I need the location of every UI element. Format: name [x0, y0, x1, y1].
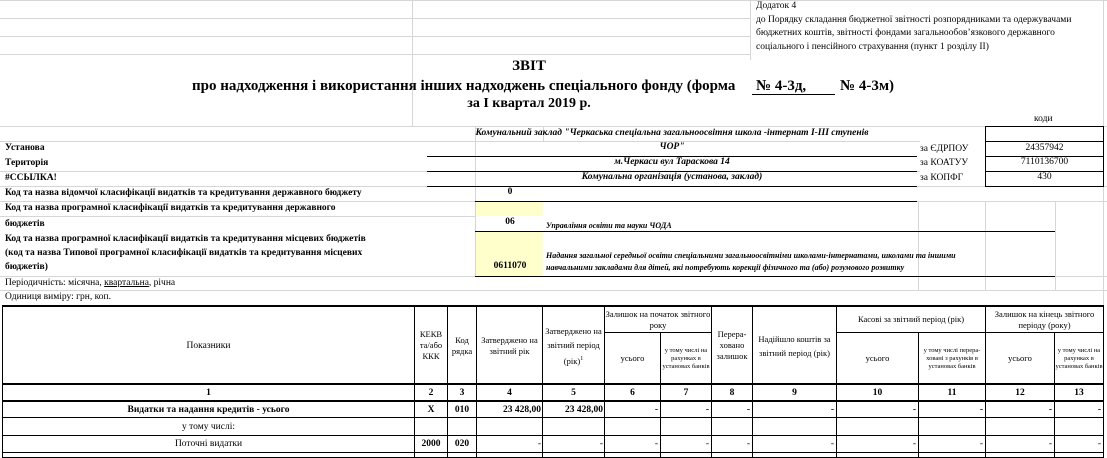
col-number: 13: [1074, 387, 1084, 398]
periodicity-selected: квартальна: [104, 278, 149, 288]
header-balance-end: Залишок на кінець звітного періоду (року): [994, 308, 1095, 330]
dept-class-code: 0: [507, 187, 513, 197]
col-number: 4: [507, 387, 512, 398]
program-local-code: 0611070: [493, 261, 527, 271]
appendix-reference: до Порядку складання бюджетної звітності розпорядниками та одержувачами бюджетних коштів, звітності фондами загальнообов’язкового державного соціального і пенсійного страхування (пункт 1 розділу ІІ): [756, 14, 1072, 52]
row-total-approved-year: 23 428,00: [503, 404, 541, 415]
row-current-code: 020: [454, 439, 470, 449]
header-kekv: КЕКВ та/або ККК: [419, 329, 443, 361]
row-current-c9: -: [830, 439, 834, 449]
row-total-c9: -: [830, 404, 834, 415]
header-cash-transferred: у тому числі перера-ховані з рахунків в установах банків: [923, 346, 981, 370]
header-row-code: Код рядка: [451, 334, 473, 356]
header-balance-end-banks: у тому числі на рахунках в установах банків: [1055, 346, 1103, 370]
col-number: 2: [428, 387, 434, 398]
form-number-b: № 4-3м): [840, 78, 895, 94]
program-local-name: Надання загальної середньої освіти спеціальними загальноосвітніми школами-інтернатами, школами та іншими: [546, 251, 956, 260]
program-local-label: Код та назва програмної класифікації видатків та кредитування місцевих бюджетів: [5, 234, 366, 244]
report-period: за І квартал 2019 р.: [467, 96, 591, 111]
report-title: ЗВІТ: [512, 58, 546, 74]
program-local-label-end: бюджетів): [5, 262, 48, 272]
row-total-c6: -: [654, 404, 658, 415]
header-approved-year: Затверджено на звітний рік: [481, 334, 538, 356]
header-cash-total: усього: [865, 353, 890, 363]
col-number: 9: [792, 387, 797, 398]
edrpou-label: за ЄДРПОУ: [920, 144, 969, 154]
koatuu-code: 7110136700: [1020, 157, 1069, 167]
row-total-c14: -: [1097, 404, 1101, 415]
program-state-label: Код та назва програмної класифікації видатків та кредитування державного: [5, 203, 336, 213]
legal-form-value: Комунальна організація (установа, заклад): [581, 172, 763, 182]
appendix-number: Додаток 4: [756, 1, 797, 11]
program-state-code: 06: [505, 217, 515, 227]
row-total-kekv: X: [427, 404, 435, 415]
institution-label: Установа: [5, 143, 45, 153]
institution-name: Комунальний заклад "Черкаська спеціальна загальноосвітня школа -інтернат І-ІІІ ступенів: [475, 128, 869, 138]
koatuu-label: за КОАТУУ: [920, 158, 969, 168]
program-local-name-cont: навчальними закладами для дітей, які потребують корекції фізичного та (або) розумового розвитку: [546, 263, 905, 272]
row-current-c10: -: [912, 439, 916, 449]
row-total-c8: -: [746, 404, 750, 415]
header-balance-start: Залишок на початок звітного року: [605, 308, 711, 330]
row-total-approved-period: 23 428,00: [565, 404, 603, 415]
col-number: 10: [872, 387, 883, 398]
row-current-c14: -: [1097, 439, 1101, 449]
header-transferred: Перера-ховано залишок: [716, 329, 748, 361]
col-number: 1: [206, 387, 211, 398]
periodicity-prefix: Періодичність: місячна,: [5, 278, 105, 288]
row-total-c11: -: [979, 404, 983, 415]
row-including-label: у тому числі:: [182, 421, 235, 432]
report-subtitle: про надходження і використання інших надходжень спеціального фонду (форма: [192, 78, 736, 94]
program-local-label-cont: (код та назва Типової програмної класифікації видатків та кредитування місцевих: [5, 248, 363, 258]
col-number: 5: [571, 387, 576, 398]
col-number: 8: [729, 387, 735, 398]
row-current-c13: -: [1048, 439, 1052, 449]
edrpou-code: 24357942: [1025, 143, 1064, 153]
form-number-a: № 4-3д,: [756, 78, 807, 94]
header-approved-period-text: Затверджено на звітний період (рік): [545, 325, 602, 366]
col-number: 6: [630, 387, 635, 398]
row-current-c11: -: [979, 439, 983, 449]
periodicity: [5, 278, 175, 288]
row-current-kekv: 2000: [421, 439, 441, 449]
header-received: Надійшло коштів за звітний період (рік): [758, 333, 831, 358]
periodicity-suffix: , річна: [148, 278, 176, 288]
col-number: 3: [459, 387, 465, 398]
header-approved-period: [543, 307, 604, 384]
row-total-c10: -: [912, 404, 916, 415]
appendix-note: [756, 0, 1101, 54]
institution-name-cont: ЧОР": [659, 142, 685, 152]
col-number: 12: [1015, 387, 1025, 398]
program-state-highlight: [476, 202, 543, 216]
header-indicator: Показники: [186, 340, 231, 351]
row-current-approved-year: -: [537, 439, 541, 449]
row-current-c7: -: [705, 439, 709, 449]
header-balance-start-banks: у тому числі на рахунках в установах банків: [662, 346, 710, 370]
territory-label: Територія: [5, 158, 49, 168]
dept-class-label: Код та назва відомчої класифікації видатків та кредитування державного бюджету: [5, 188, 362, 198]
row-total-code: 010: [454, 404, 470, 415]
territory-value: м.Черкаси вул Тараскова 14: [614, 157, 730, 167]
kopfg-code: 430: [1037, 172, 1052, 182]
row-current-approved-period: -: [599, 439, 603, 449]
kopfg-label: за КОПФГ: [920, 173, 964, 183]
program-state-name: Управління освіти та науки ЧОДА: [546, 221, 672, 230]
row-current-c8: -: [746, 439, 750, 449]
row-total-c13: -: [1048, 404, 1052, 415]
row-total-c7: -: [705, 404, 709, 415]
unit-of-measure: Одиниця виміру: грн, коп.: [5, 292, 111, 302]
header-balance-end-total: усього: [1008, 353, 1032, 363]
header-cash: Касові за звітний період (рік): [857, 314, 965, 324]
legal-form-label: #ССЫЛКА!: [5, 173, 57, 183]
program-state-label-cont: бюджетів: [5, 219, 45, 229]
header-balance-start-total: усього: [620, 353, 645, 363]
row-total-name: Видатки та надання кредитів - усього: [127, 404, 290, 415]
row-current-name: Поточні видатки: [174, 439, 243, 449]
row-current-c6: -: [654, 439, 658, 449]
codes-header: коди: [1034, 114, 1053, 124]
col-number: 11: [947, 387, 957, 398]
col-number: 7: [683, 387, 689, 398]
header-approved-period-sup: 1: [580, 355, 584, 362]
